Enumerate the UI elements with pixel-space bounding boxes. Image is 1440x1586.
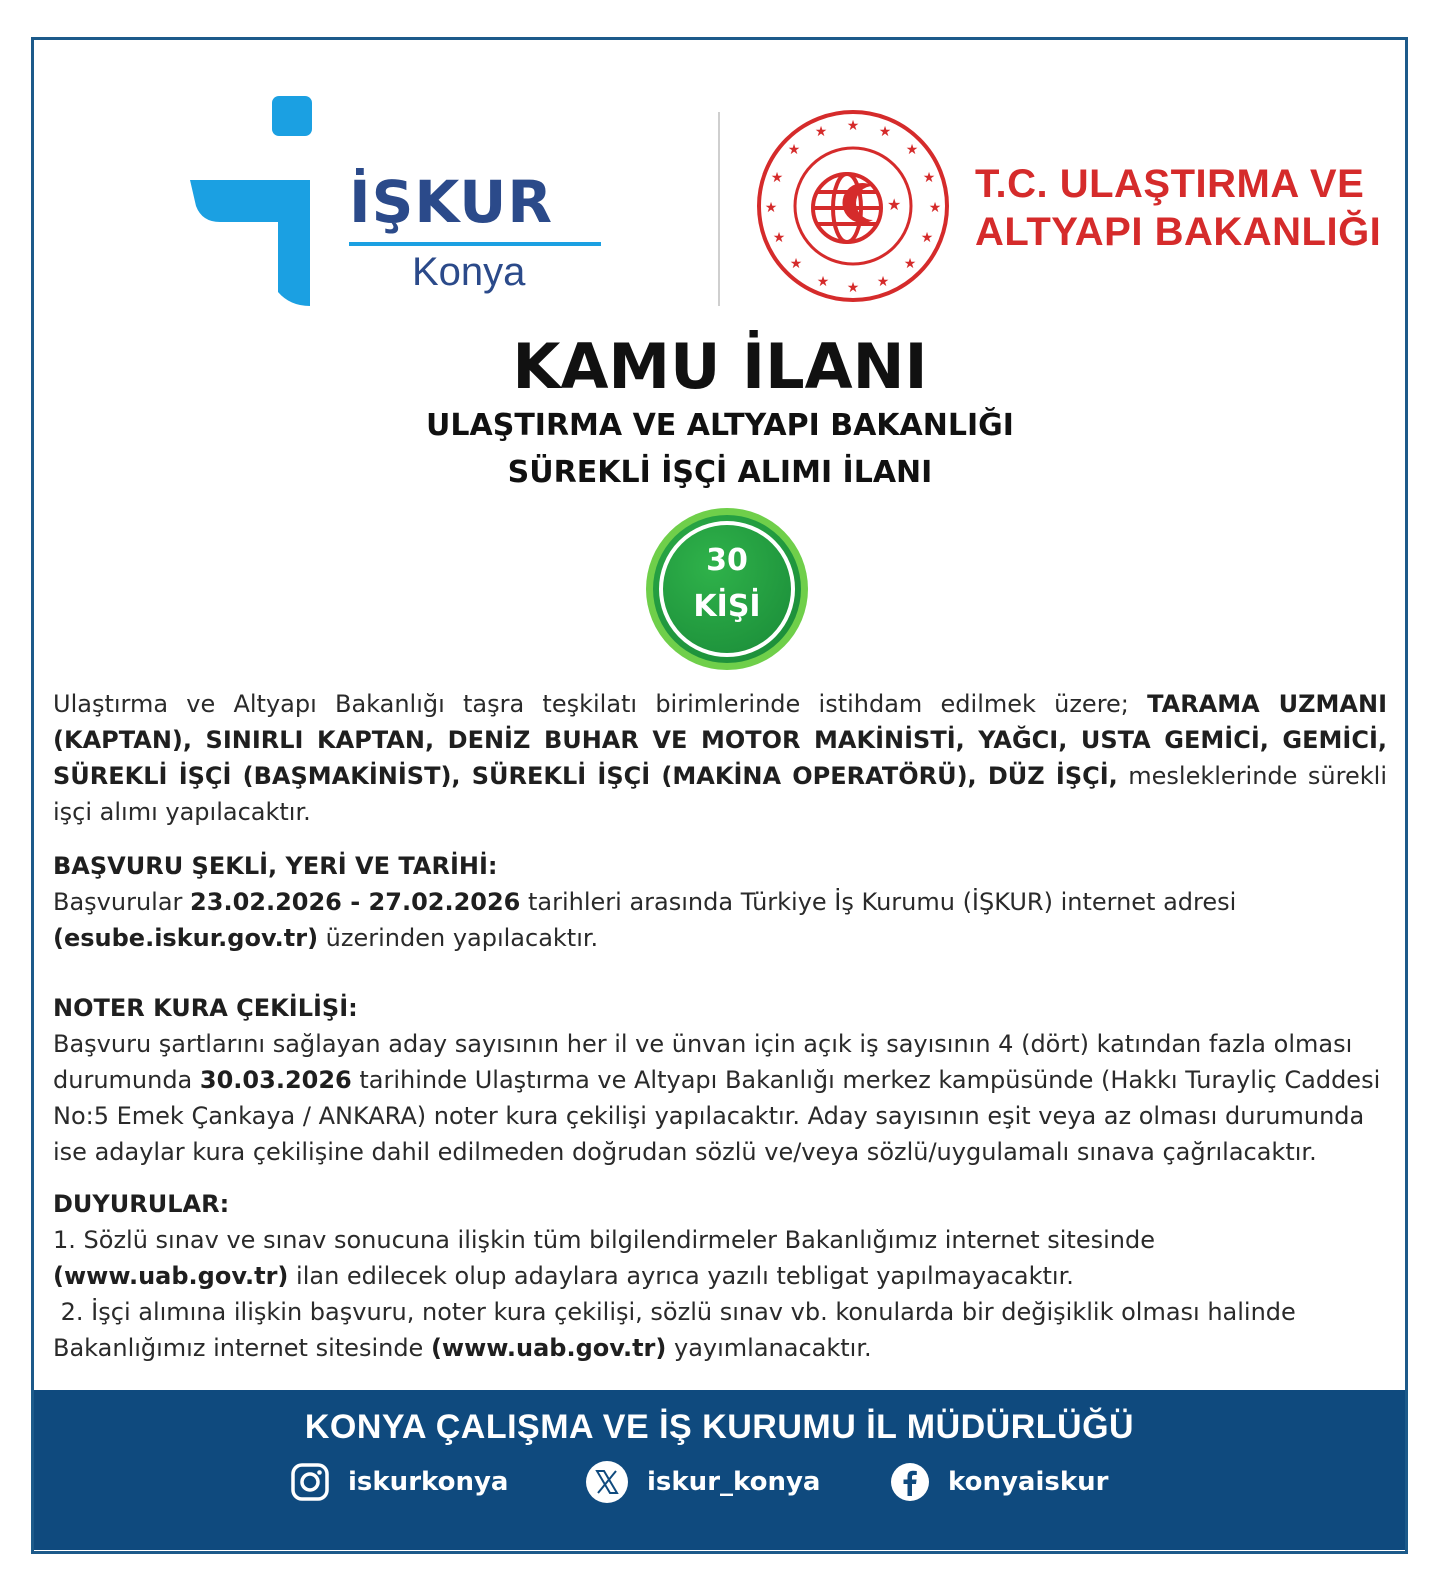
announcement-2-text-b: yayımlanacaktır. bbox=[666, 1334, 872, 1362]
logo-divider bbox=[718, 112, 720, 306]
lottery-text-1: Başvuru şartlarını sağlayan aday sayısının her il ve ünvan için açık iş sayısının 4 (dört) katından fazla olması durumunda bbox=[53, 1030, 1353, 1094]
announcement-1-text-a: 1. Sözlü sınav ve sınav sonucuna ilişkin tüm bilgilendirmeler Bakanlığımız internet sitesinde bbox=[53, 1226, 1155, 1254]
svg-text:★: ★ bbox=[922, 170, 936, 186]
headcount-unit: KİŞİ bbox=[693, 589, 761, 624]
subtitle-line1: ULAŞTIRMA VE ALTYAPI BAKANLIĞI bbox=[426, 408, 1014, 443]
svg-text:★: ★ bbox=[846, 118, 860, 134]
headcount-number: 30 bbox=[706, 543, 748, 578]
footer bbox=[34, 1390, 1405, 1550]
lottery-text-2: tarihinde Ulaştırma ve Altyapı Bakanlığı merkez kampüsünde (Hakkı Turayliç Caddesi No:5 Emek Çankaya / ANKARA) noter kura çekilişi yapılacaktır. Aday sayısının eşit veya az olması durumunda ise adaylar kura çekilişine dahil edilmeden doğrudan sözlü ve/veya sözlü/uygulamalı sınava çağrılacaktır. bbox=[53, 1066, 1381, 1166]
ministry-name-line2: ALTYAPI BAKANLIĞI bbox=[975, 210, 1382, 254]
application-heading: BAŞVURU ŞEKLİ, YERİ VE TARİHİ: bbox=[53, 852, 498, 880]
ministry-name bbox=[975, 160, 1381, 256]
headcount-badge-text bbox=[644, 538, 810, 630]
instagram-link[interactable] bbox=[290, 1460, 508, 1504]
intro-professions: TARAMA UZMANI (KAPTAN), SINIRLI KAPTAN, DENİZ BUHAR VE MOTOR MAKİNİSTİ, YAĞCI, USTA GEMİCİ, GEMİCİ, SÜREKLİ İŞÇİ (BAŞMAKİNİST), SÜREKLİ İŞÇİ (MAKİNA OPERATÖRÜ), DÜZ İŞÇİ, bbox=[53, 690, 1388, 790]
iskur-city: Konya bbox=[412, 250, 526, 294]
svg-text:★: ★ bbox=[920, 230, 934, 246]
instagram-handle: iskurkonya bbox=[348, 1467, 509, 1497]
page-title: KAMU İLANI bbox=[512, 330, 928, 403]
announcements-section bbox=[53, 1186, 1387, 1366]
ministry-seal-icon bbox=[755, 108, 951, 304]
svg-text:★: ★ bbox=[928, 200, 942, 216]
svg-text:★: ★ bbox=[878, 124, 892, 140]
x-link[interactable] bbox=[585, 1460, 820, 1504]
intro-paragraph bbox=[53, 686, 1387, 830]
facebook-handle: konyaiskur bbox=[948, 1467, 1109, 1497]
svg-text:★: ★ bbox=[903, 256, 917, 272]
instagram-icon bbox=[290, 1462, 330, 1502]
subtitle-line2: SÜREKLİ İŞÇİ ALIMI İLANI bbox=[507, 455, 933, 490]
intro-tail: mesleklerinde sürekli işçi alımı yapılacaktır. bbox=[53, 762, 1387, 826]
svg-text:★: ★ bbox=[876, 274, 890, 290]
intro-lead: Ulaştırma ve Altyapı Bakanlığı taşra teşkilatı birimlerinde istihdam edilmek üzere; bbox=[53, 690, 1148, 718]
facebook-link[interactable] bbox=[890, 1460, 1108, 1504]
ministry-name-line1: T.C. ULAŞTIRMA VE bbox=[975, 162, 1365, 206]
application-text-3: üzerinden yapılacaktır. bbox=[318, 924, 599, 952]
announcement-1-site-link[interactable]: (www.uab.gov.tr) bbox=[53, 1262, 289, 1290]
announcement-item-1 bbox=[53, 1222, 1387, 1294]
x-handle: iskur_konya bbox=[647, 1467, 821, 1497]
application-section bbox=[53, 848, 1387, 956]
application-dates: 23.02.2026 - 27.02.2026 bbox=[190, 888, 521, 916]
facebook-icon bbox=[890, 1462, 930, 1502]
application-text-1: Başvurular bbox=[53, 888, 191, 916]
lottery-text bbox=[53, 1026, 1387, 1170]
header bbox=[0, 0, 1440, 320]
iskur-wordmark: İŞKUR bbox=[349, 168, 554, 236]
application-site-link[interactable]: (esube.iskur.gov.tr) bbox=[53, 924, 319, 952]
footer-title: KONYA ÇALIŞMA VE İŞ KURUMU İL MÜDÜRLÜĞÜ bbox=[304, 1408, 1135, 1446]
lottery-section bbox=[53, 990, 1387, 1170]
svg-text:★: ★ bbox=[814, 124, 828, 140]
x-icon bbox=[585, 1460, 629, 1504]
svg-text:★: ★ bbox=[787, 142, 801, 158]
announcement-2-text-a: 2. İşçi alımına ilişkin başvuru, noter kura çekilişi, sözlü sınav vb. konularda bir değişiklik olması halinde Bakanlığımız internet sitesinde bbox=[53, 1298, 1304, 1362]
svg-text:★: ★ bbox=[887, 195, 902, 214]
announcement-item-2 bbox=[53, 1294, 1387, 1366]
announcement-2-site-link[interactable]: (www.uab.gov.tr) bbox=[430, 1334, 667, 1362]
announcements-heading: DUYURULAR: bbox=[53, 1190, 230, 1218]
application-text bbox=[53, 884, 1387, 956]
svg-text:★: ★ bbox=[789, 256, 803, 272]
svg-text:★: ★ bbox=[764, 200, 778, 216]
lottery-heading: NOTER KURA ÇEKİLİŞİ: bbox=[53, 994, 358, 1022]
svg-text:★: ★ bbox=[816, 274, 830, 290]
svg-text:★: ★ bbox=[846, 280, 860, 296]
svg-text:★: ★ bbox=[770, 170, 784, 186]
announcement-1-text-b: ilan edilecek olup adaylara ayrıca yazılı tebligat yapılmayacaktır. bbox=[288, 1262, 1074, 1290]
svg-text:★: ★ bbox=[772, 230, 786, 246]
lottery-date: 30.03.2026 bbox=[199, 1066, 352, 1094]
svg-text:★: ★ bbox=[905, 142, 919, 158]
iskur-underline bbox=[349, 242, 601, 246]
application-text-2: tarihleri arasında Türkiye İş Kurumu (İŞKUR) internet adresi bbox=[520, 888, 1237, 916]
